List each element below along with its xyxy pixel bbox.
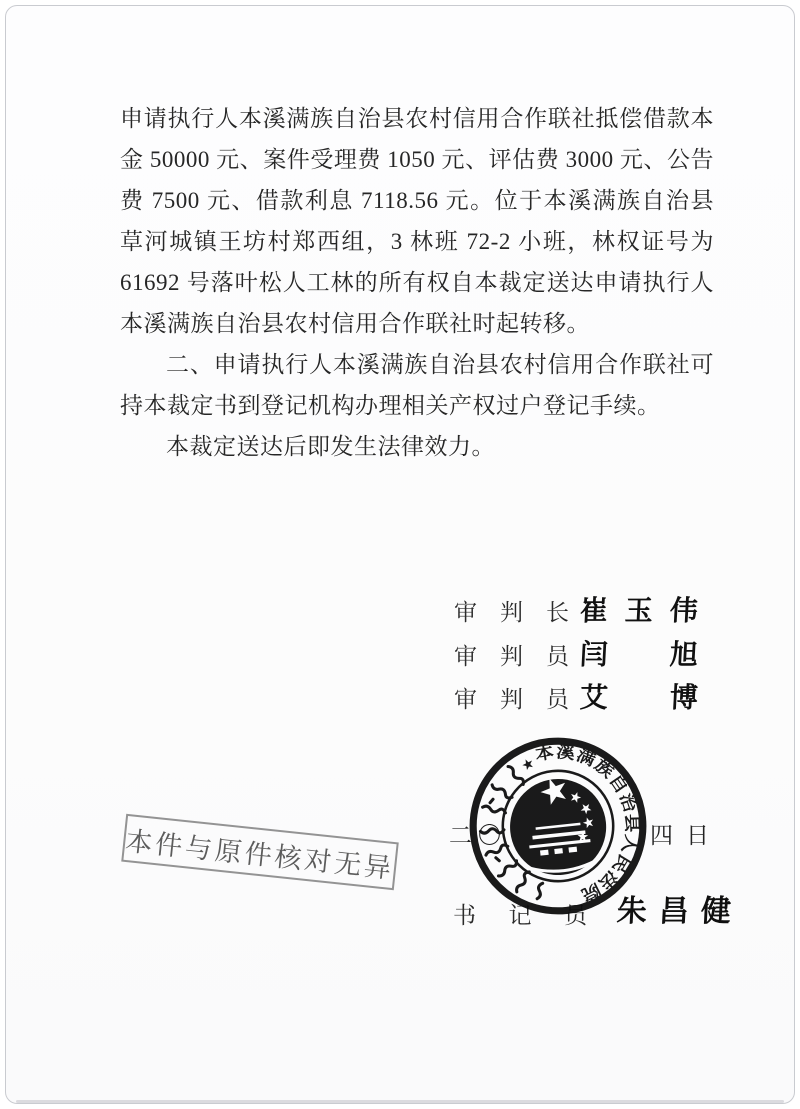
presiding-judge-name: 崔玉伟	[579, 596, 699, 627]
scan-page-edge	[16, 1100, 784, 1103]
clerk-label: 书记员	[453, 903, 587, 928]
court-seal	[466, 734, 650, 918]
presiding-judge-label: 审判长	[454, 600, 569, 625]
date-prefix: 二〇	[449, 823, 507, 848]
judge-row	[454, 633, 698, 677]
verification-stamp-text: 本件与原件核对无异	[123, 825, 396, 884]
seal-court-name: 本溪满族自治县人民法院	[533, 742, 642, 905]
verification-stamp	[121, 814, 399, 890]
paragraph-legal-effect: 本裁定送达后即发生法律效力。	[166, 434, 495, 459]
judge-name: 闫旭	[579, 639, 699, 671]
seal-divider-star	[521, 757, 535, 771]
presiding-judge-row	[454, 589, 698, 633]
ruling-body	[120, 98, 714, 467]
clerk-name: 朱昌健	[616, 895, 732, 928]
court-ruling-document	[6, 6, 794, 1103]
date-suffix: 四日	[650, 823, 722, 848]
paragraph-asset-transfer: 申请执行人本溪满族自治县农村信用合作联社抵偿借款本金 50000 元、案件受理费 1050 元、评估费 3000 元、公告费 7500 元、借款利息 7118.56 元。位于本溪满族自治县草河城镇王坊村郑西组，3 林班 72-2 小班，林权证号为 61692 号落叶松人工林的所有权自本裁定送达申请执行人本溪满族自治县农村信用合作联社时起转移。	[120, 106, 714, 336]
paragraph-item-two: 二、申请执行人本溪满族自治县农村信用合作联社可持本裁定书到登记机构办理相关产权过户登记手续。	[120, 352, 714, 418]
scanned-page	[5, 5, 795, 1104]
judge-row	[454, 676, 698, 720]
judge-label: 审判员	[454, 643, 569, 669]
judge-label: 审判员	[454, 687, 569, 712]
signature-block	[454, 589, 698, 720]
judge-name: 艾博	[579, 683, 699, 714]
